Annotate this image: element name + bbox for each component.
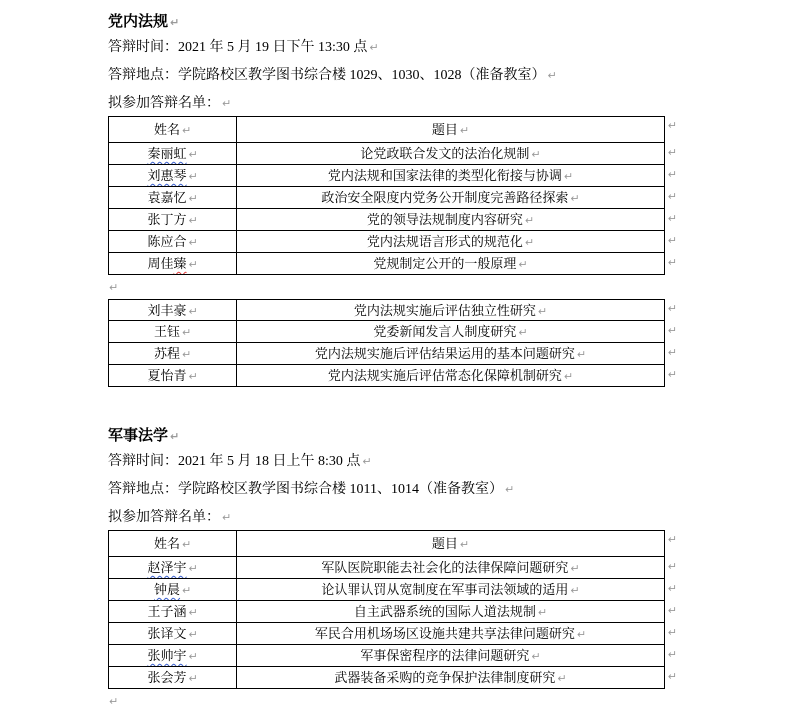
thesis-title-cell: 论党政联合发文的法治化规制 ↵ xyxy=(236,143,665,165)
pilcrow-mark: ↵ xyxy=(188,214,198,227)
title-column-header: 题目 ↵ xyxy=(236,116,665,143)
name-column-header: 姓名 ↵ xyxy=(108,116,236,143)
pilcrow-mark: ↵ xyxy=(524,214,535,227)
pilcrow-mark: ↵ xyxy=(170,16,180,29)
pilcrow-mark: ↵ xyxy=(188,148,198,161)
pilcrow-mark: ↵ xyxy=(222,97,232,110)
row-end-mark: ↵ xyxy=(667,670,677,683)
thesis-title-cell: 党规制定公开的一般原理 ↵ xyxy=(236,253,665,275)
pilcrow-mark: ↵ xyxy=(170,430,180,443)
table-header-row xyxy=(108,116,677,143)
table-row xyxy=(108,231,677,253)
table-row xyxy=(108,623,677,645)
student-name-cell: 王子涵 ↵ xyxy=(108,601,236,623)
table-row xyxy=(108,365,677,387)
table-row xyxy=(108,601,677,623)
row-end-mark: ↵ xyxy=(667,302,677,315)
pilcrow-mark: ↵ xyxy=(459,538,470,551)
defense-list-label xyxy=(108,96,677,112)
defense-list-label xyxy=(108,510,677,526)
thesis-title-cell: 党的领导法规制度内容研究 ↵ xyxy=(236,209,665,231)
pilcrow-mark: ↵ xyxy=(531,650,541,663)
pilcrow-mark: ↵ xyxy=(188,650,198,663)
defense-place-line xyxy=(108,482,677,498)
row-end-mark: ↵ xyxy=(667,560,677,573)
row-end-mark: ↵ xyxy=(667,146,677,159)
section-heading-text: 军事法学 xyxy=(108,428,169,444)
section-heading xyxy=(108,427,677,446)
pilcrow-mark: ↵ xyxy=(188,672,198,685)
thesis-title-cell: 军民合用机场场区设施共建共享法律问题研究 ↵ xyxy=(236,623,665,645)
table-row xyxy=(108,579,677,601)
thesis-title-cell: 自主武器系统的国际人道法规制 ↵ xyxy=(236,601,665,623)
pilcrow-mark: ↵ xyxy=(109,280,119,294)
pilcrow-mark: ↵ xyxy=(570,584,580,597)
defense-place-line xyxy=(108,68,677,84)
student-name-cell: 周佳臻 ↵ xyxy=(108,253,236,275)
defense-list-text: 拟参加答辩名单： xyxy=(108,96,220,111)
pilcrow-mark: ↵ xyxy=(547,69,557,82)
pilcrow-mark: ↵ xyxy=(518,326,528,339)
pilcrow-mark: ↵ xyxy=(524,236,535,249)
pilcrow-mark: ↵ xyxy=(537,305,548,318)
pilcrow-mark: ↵ xyxy=(557,672,567,685)
table-row xyxy=(108,321,677,343)
thesis-title-cell: 党内法规实施后评估独立性研究 ↵ xyxy=(236,299,665,321)
pilcrow-mark: ↵ xyxy=(531,148,541,161)
thesis-title-cell: 军事保密程序的法律问题研究 ↵ xyxy=(236,645,665,667)
row-end-mark: ↵ xyxy=(667,190,677,203)
row-end-mark: ↵ xyxy=(667,212,677,225)
row-end-mark: ↵ xyxy=(667,626,677,639)
student-name-cell: 张帅宇 ↵ xyxy=(108,645,236,667)
pilcrow-mark: ↵ xyxy=(188,258,198,271)
empty-paragraph xyxy=(108,275,677,299)
row-end-mark: ↵ xyxy=(667,604,677,617)
pilcrow-mark: ↵ xyxy=(188,170,198,183)
student-name-cell: 刘惠琴 ↵ xyxy=(108,165,236,187)
pilcrow-mark: ↵ xyxy=(576,628,587,641)
pilcrow-mark: ↵ xyxy=(188,305,198,318)
table-row xyxy=(108,165,677,187)
thesis-title-cell: 政治安全限度内党务公开制度完善路径探索 ↵ xyxy=(236,187,665,209)
pilcrow-mark: ↵ xyxy=(563,370,574,383)
student-name-cell: 张丁方 ↵ xyxy=(108,209,236,231)
thesis-title-cell: 军队医院职能去社会化的法律保障问题研究 ↵ xyxy=(236,557,665,579)
pilcrow-mark: ↵ xyxy=(188,562,198,575)
pilcrow-mark: ↵ xyxy=(362,455,372,468)
pilcrow-mark: ↵ xyxy=(570,192,580,205)
defense-time-text: 答辩时间：2021 年 5 月 19 日下午 13:30 点 xyxy=(108,40,368,55)
pilcrow-mark: ↵ xyxy=(182,326,192,339)
pilcrow-mark: ↵ xyxy=(188,192,198,205)
student-name-cell: 陈应合 ↵ xyxy=(108,231,236,253)
defense-table xyxy=(108,116,677,275)
defense-table xyxy=(108,299,677,387)
student-name-cell: 钟晨 ↵ xyxy=(108,579,236,601)
pilcrow-mark: ↵ xyxy=(222,511,232,524)
pilcrow-mark: ↵ xyxy=(188,370,198,383)
student-name-cell: 袁嘉忆 ↵ xyxy=(108,187,236,209)
pilcrow-mark: ↵ xyxy=(109,694,119,708)
defense-table xyxy=(108,530,677,689)
pilcrow-mark: ↵ xyxy=(182,348,192,361)
defense-place-text: 答辩地点：学院路校区教学图书综合楼 1029、1030、1028（准备教室） xyxy=(108,68,546,83)
table-row xyxy=(108,299,677,321)
row-end-mark: ↵ xyxy=(667,324,677,337)
table-header-row xyxy=(108,530,677,557)
pilcrow-mark: ↵ xyxy=(570,562,580,575)
student-name-cell: 夏怡青 ↵ xyxy=(108,365,236,387)
thesis-title-cell: 党委新闻发言人制度研究 ↵ xyxy=(236,321,665,343)
section-heading xyxy=(108,13,677,32)
table-row xyxy=(108,557,677,579)
pilcrow-mark: ↵ xyxy=(188,236,198,249)
pilcrow-mark: ↵ xyxy=(188,606,198,619)
row-end-mark: ↵ xyxy=(667,256,677,269)
pilcrow-mark: ↵ xyxy=(182,538,192,551)
row-end-mark: ↵ xyxy=(667,582,677,595)
row-end-mark: ↵ xyxy=(667,533,677,546)
defense-place-text: 答辩地点：学院路校区教学图书综合楼 1011、1014（准备教室） xyxy=(108,482,503,497)
row-end-mark: ↵ xyxy=(667,234,677,247)
student-name-cell: 秦丽虹 ↵ xyxy=(108,143,236,165)
table-row xyxy=(108,187,677,209)
defense-list-text: 拟参加答辩名单： xyxy=(108,510,220,525)
pilcrow-mark: ↵ xyxy=(459,124,470,137)
name-column-header: 姓名 ↵ xyxy=(108,530,236,557)
defense-time-text: 答辩时间：2021 年 5 月 18 日上午 8:30 点 xyxy=(108,454,361,469)
thesis-title-cell: 党内法规实施后评估常态化保障机制研究 ↵ xyxy=(236,365,665,387)
pilcrow-mark: ↵ xyxy=(504,483,515,496)
table-row xyxy=(108,253,677,275)
pilcrow-mark: ↵ xyxy=(563,170,574,183)
table-row xyxy=(108,343,677,365)
student-name-cell: 刘丰豪 ↵ xyxy=(108,299,236,321)
thesis-title-cell: 论认罪认罚从宽制度在军事司法领域的适用 ↵ xyxy=(236,579,665,601)
pilcrow-mark: ↵ xyxy=(188,628,198,641)
pilcrow-mark: ↵ xyxy=(518,258,528,271)
thesis-title-cell: 党内法规和国家法律的类型化衔接与协调 ↵ xyxy=(236,165,665,187)
student-name-cell: 张会芳 ↵ xyxy=(108,667,236,689)
table-row xyxy=(108,143,677,165)
pilcrow-mark: ↵ xyxy=(182,584,192,597)
table-row xyxy=(108,667,677,689)
row-end-mark: ↵ xyxy=(667,648,677,661)
pilcrow-mark: ↵ xyxy=(182,124,192,137)
student-name-cell: 张译文 ↵ xyxy=(108,623,236,645)
empty-paragraph xyxy=(108,689,677,713)
section-heading-text: 党内法规 xyxy=(108,14,169,30)
pilcrow-mark: ↵ xyxy=(537,606,548,619)
pilcrow-mark: ↵ xyxy=(576,348,587,361)
table-row xyxy=(108,209,677,231)
defense-time-line xyxy=(108,454,677,470)
row-end-mark: ↵ xyxy=(667,168,677,181)
student-name-cell: 赵泽宇 ↵ xyxy=(108,557,236,579)
row-end-mark: ↵ xyxy=(667,119,677,132)
thesis-title-cell: 武器装备采购的竞争保护法律制度研究 ↵ xyxy=(236,667,665,689)
defense-time-line xyxy=(108,40,677,56)
row-end-mark: ↵ xyxy=(667,368,677,381)
table-row xyxy=(108,645,677,667)
row-end-mark: ↵ xyxy=(667,346,677,359)
pilcrow-mark: ↵ xyxy=(369,41,379,54)
student-name-cell: 王钰 ↵ xyxy=(108,321,236,343)
thesis-title-cell: 党内法规语言形式的规范化 ↵ xyxy=(236,231,665,253)
student-name-cell: 苏程 ↵ xyxy=(108,343,236,365)
title-column-header: 题目 ↵ xyxy=(236,530,665,557)
thesis-title-cell: 党内法规实施后评估结果运用的基本问题研究 ↵ xyxy=(236,343,665,365)
